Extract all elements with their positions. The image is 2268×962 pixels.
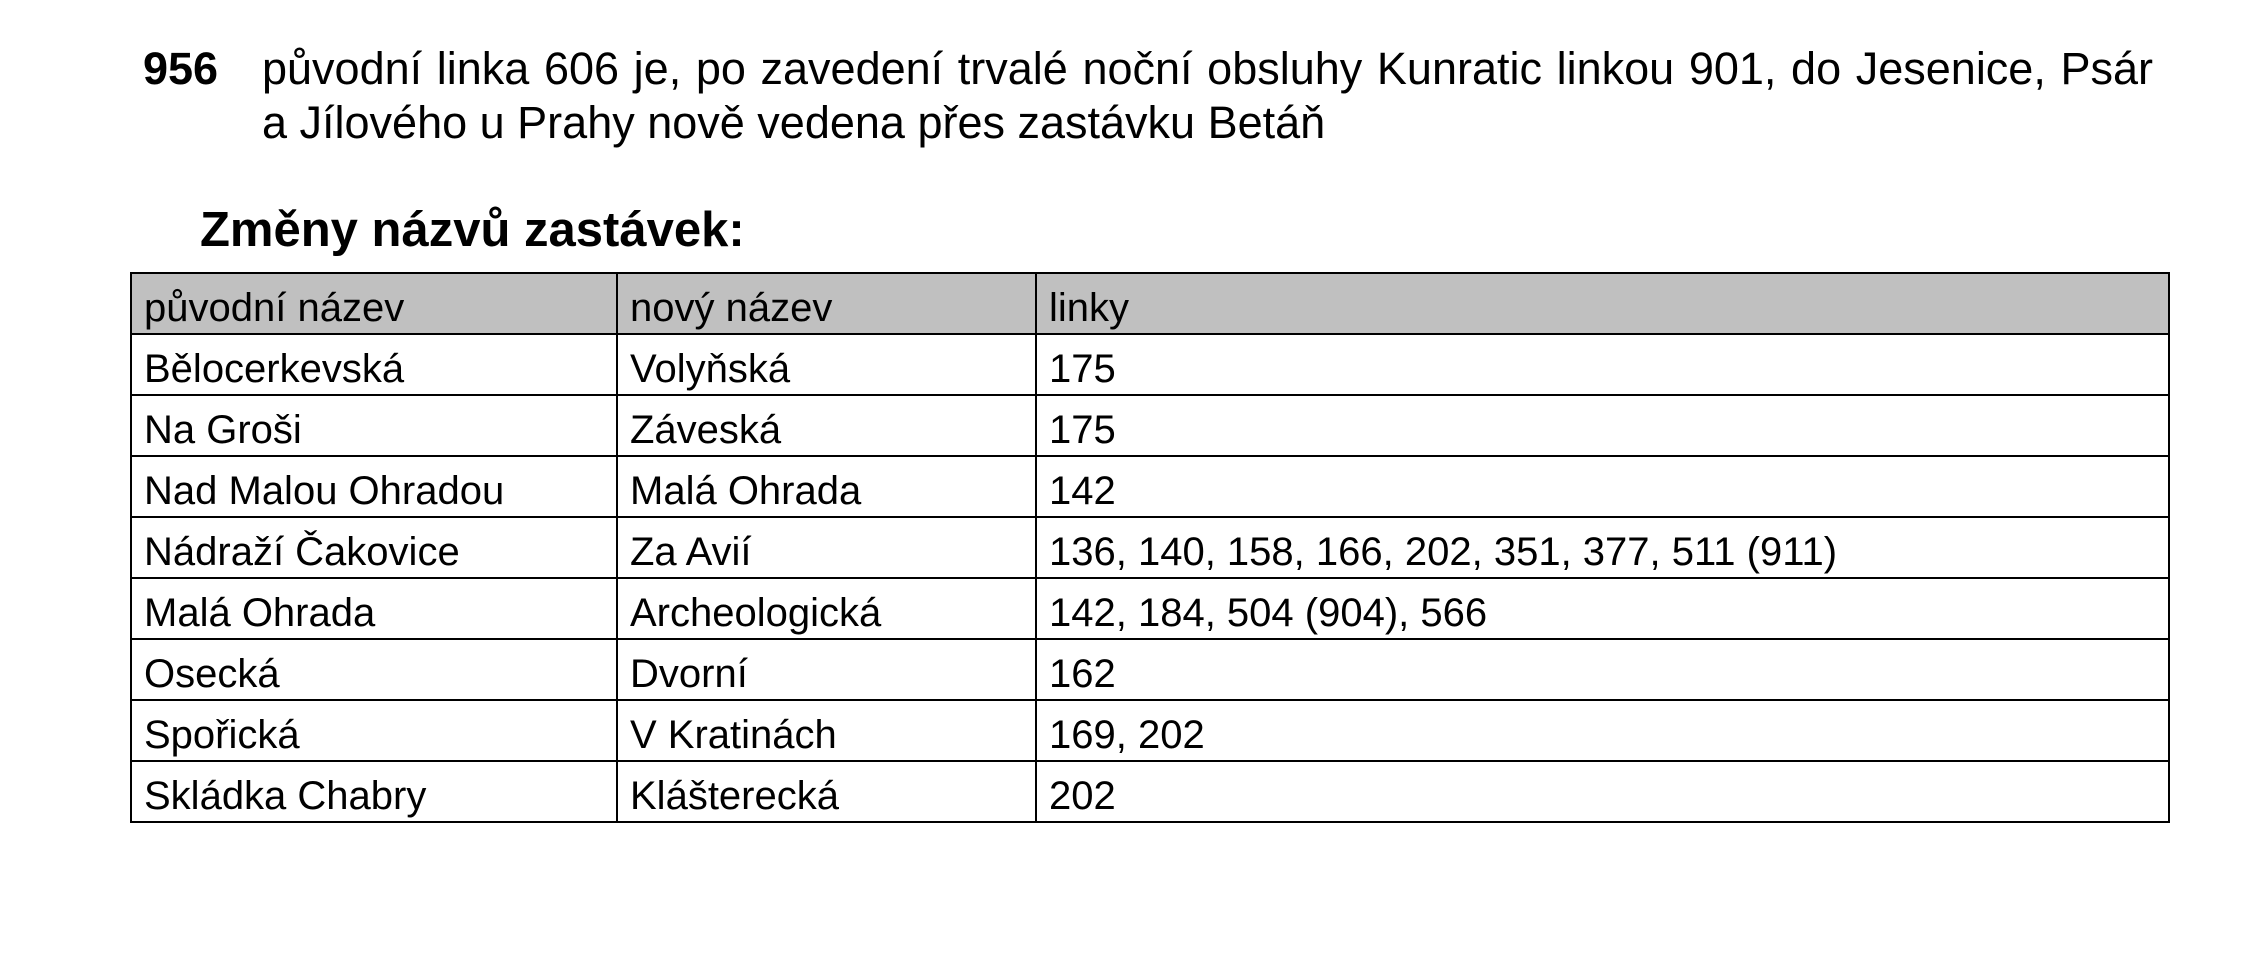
lines-cell: 175: [1036, 395, 2169, 456]
route-note-text: původní linka 606 je, po zavedení trvalé noční obsluhy Kunratic linkou 901, do Jesenice, Psár a Jílového u Prahy nově vedena přes zastávku Betáň: [262, 43, 2153, 148]
new-name-cell: Malá Ohrada: [617, 456, 1036, 517]
table-row: [131, 334, 2169, 395]
original-name-cell: Malá Ohrada: [131, 578, 617, 639]
new-name-cell: Volyňská: [617, 334, 1036, 395]
lines-cell: 162: [1036, 639, 2169, 700]
new-name-cell: Záveská: [617, 395, 1036, 456]
original-name-cell: Na Groši: [131, 395, 617, 456]
section-title: Změny názvů zastávek:: [200, 203, 745, 257]
lines-cell: 202: [1036, 761, 2169, 822]
new-name-cell: Za Avií: [617, 517, 1036, 578]
stop-renames-table: [130, 272, 2170, 823]
original-name-cell: Bělocerkevská: [131, 334, 617, 395]
original-name-cell: Spořická: [131, 700, 617, 761]
new-name-cell: Dvorní: [617, 639, 1036, 700]
table-row: [131, 578, 2169, 639]
table-row: [131, 761, 2169, 822]
table-row: [131, 456, 2169, 517]
original-name-cell: Skládka Chabry: [131, 761, 617, 822]
new-name-cell: V Kratinách: [617, 700, 1036, 761]
original-name-cell: Nad Malou Ohradou: [131, 456, 617, 517]
column-header-new-name: nový název: [617, 273, 1036, 334]
lines-cell: 142, 184, 504 (904), 566: [1036, 578, 2169, 639]
table-row: [131, 395, 2169, 456]
lines-cell: 169, 202: [1036, 700, 2169, 761]
original-name-cell: Osecká: [131, 639, 617, 700]
new-name-cell: Archeologická: [617, 578, 1036, 639]
route-number: 956: [143, 43, 219, 94]
new-name-cell: Klášterecká: [617, 761, 1036, 822]
lines-cell: 136, 140, 158, 166, 202, 351, 377, 511 (911): [1036, 517, 2169, 578]
table-row: [131, 517, 2169, 578]
lines-cell: 142: [1036, 456, 2169, 517]
column-header-original-name: původní název: [131, 273, 617, 334]
table-row: [131, 639, 2169, 700]
original-name-cell: Nádraží Čakovice: [131, 517, 617, 578]
column-header-lines: linky: [1036, 273, 2169, 334]
lines-cell: 175: [1036, 334, 2169, 395]
table-row: [131, 700, 2169, 761]
table-header-row: [131, 273, 2169, 334]
